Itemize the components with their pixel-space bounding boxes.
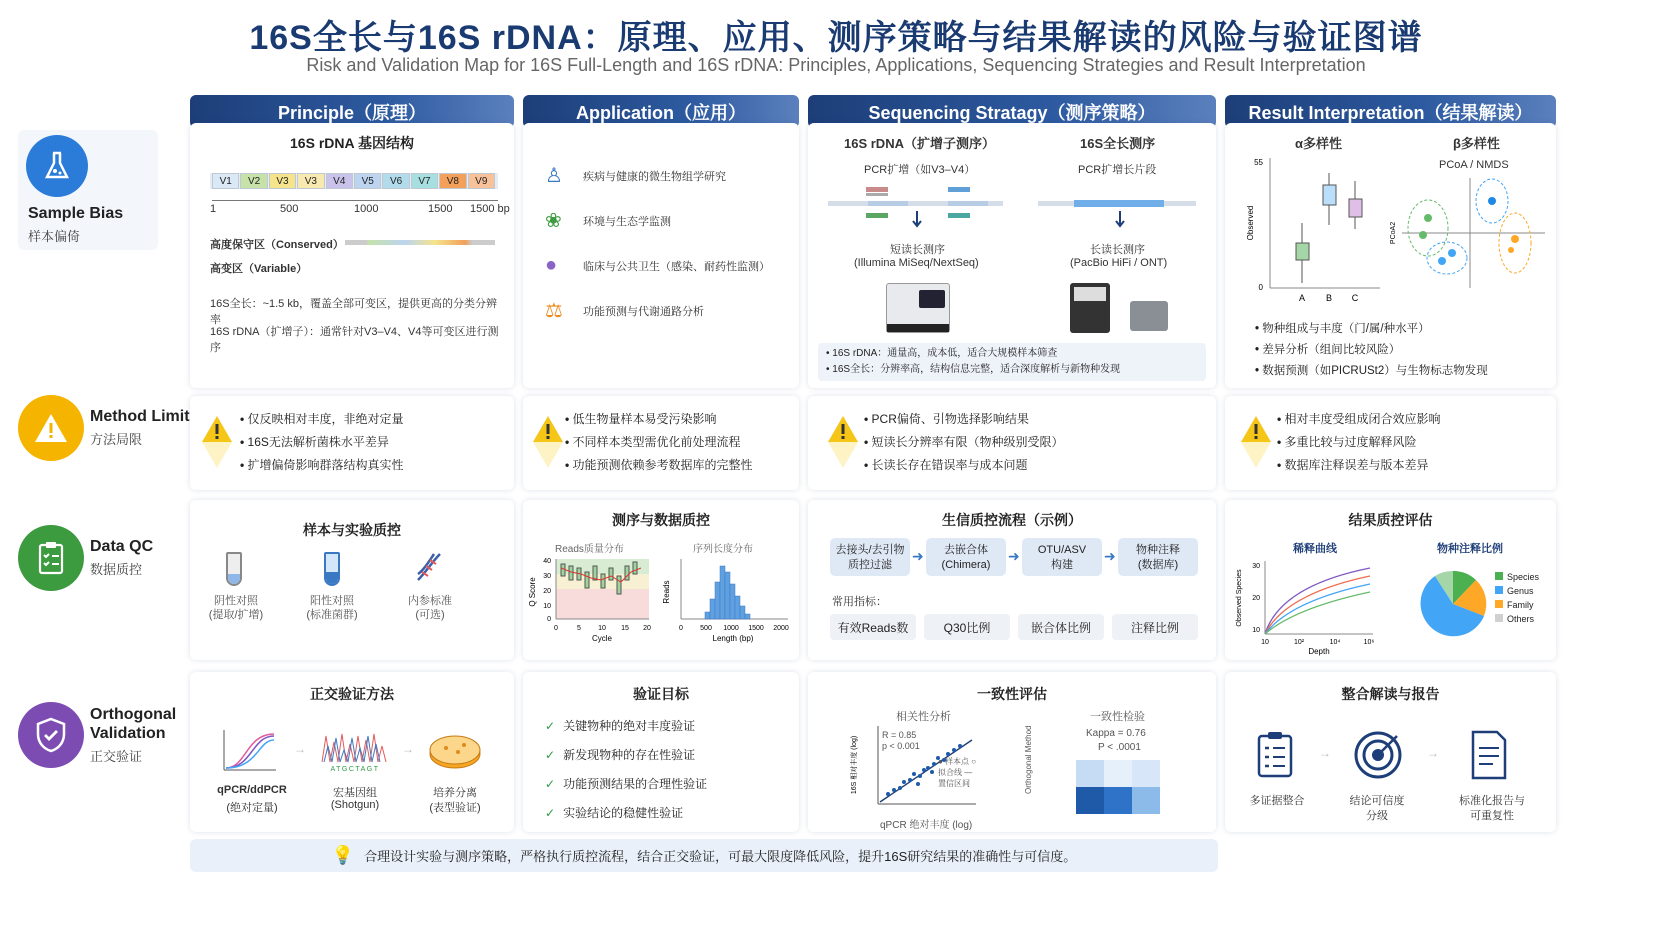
scale-tick: 1000 [354,203,379,215]
validation-method-cell [190,672,514,832]
alpha-ylabel: Observed [1246,205,1255,241]
pacbio-sequencer-icon [1070,283,1110,333]
check-icon: ✓ [545,719,556,733]
rarefaction-xlabel: Depth [1308,647,1330,656]
qc-bio-cell [808,500,1216,660]
goal-list [545,712,707,828]
flask-icon [26,135,88,197]
check-icon: ✓ [545,806,556,820]
correlation-ylabel: 16S 相对丰度 (log) [851,735,858,795]
full-length-pcr: PCR扩增长片段 [1078,164,1157,176]
correlation-r: R = 0.85 [882,730,917,740]
report-step: 标准化报告与 [1459,795,1525,807]
correlation-legend: ● 样本点 ○ 拟合线 — 置信区间 [938,757,977,788]
quality-ytick: 30 [543,573,551,580]
limit-list [240,408,404,477]
region-v2: V2 [240,173,267,189]
interpretation-bullets [1255,319,1488,382]
row-label-zh: 样本偏倚 [28,229,81,244]
limit-cell-application [523,396,799,490]
sequence-letters: ATGCTAGT [330,766,380,773]
tube-icon [226,552,242,586]
annotation-pie [1417,568,1489,640]
clipboard-icon [18,525,84,591]
footer-text: 合理设计实验与测序策略，严格执行质控流程，结合正交验证，可最大限度降低风险，提升16S研究结果的准确性与可信度。 [364,849,1077,864]
bullet-item: • 物种组成与丰度（门/属/种水平） [1255,319,1488,340]
validation-goal-cell [523,672,799,832]
step-label: OTU/ASV [1037,544,1087,556]
warning-icon [1239,414,1273,468]
quality-xtick: 5 [577,625,581,632]
arrow-right-icon: → [402,742,414,756]
beta-ylabel: PCoA2 [1390,221,1397,245]
step-label: 去接头/去引物 [835,544,905,556]
limit-item: • 16S无法解析菌株水平差异 [240,431,404,454]
region-v3: V3 [297,173,324,189]
step-label: 去嵌合体 [944,544,988,556]
checklist-icon [1255,730,1295,780]
length-chart-title: 序列长度分布 [693,544,753,555]
warning-icon [531,414,565,468]
agreement-ylabel: Orthogonal Method [1024,725,1033,794]
step-sublabel: (Chimera) [941,559,991,571]
metric-pill: 有效Reads数 [830,614,916,640]
limit-item: • 数据库注释误差与版本差异 [1277,454,1441,477]
row-label-zh: 正交验证 [90,749,143,764]
arrow-right-icon: ➜ [1104,548,1116,564]
quality-ytick: 20 [543,588,551,595]
consistency-cell [808,672,1216,832]
full-length-note: 16S全长：~1.5 kb，覆盖全部可变区，提供更高的分类分辨率 [210,298,497,326]
rarefaction-ytick: 10 [1252,627,1260,634]
step-sublabel: (数据库) [1137,559,1179,571]
limit-item: • 相对丰度受组成闭合效应影响 [1277,408,1441,431]
region-v1: V1 [212,173,239,189]
warning-icon [200,414,234,468]
long-read-label: 长读长测序 [1090,244,1145,256]
metric-pill: 嵌合体比例 [1018,614,1104,640]
amplicon-diagram [828,183,1008,233]
conserved-legend [345,240,495,245]
length-xtick: 2000 [773,625,789,632]
scale-tick: 1500 [428,203,453,215]
conserved-label: 高度保守区（Conserved） [210,239,344,251]
report-step-sub: 分级 [1366,810,1388,822]
ont-sequencer-icon [1130,301,1168,331]
pipeline-step [1022,538,1102,576]
region-v8: V8 [439,173,466,189]
report-document-icon [1469,730,1509,780]
arrow-right-icon: → [294,742,306,756]
row-label-en: Orthogonal Validation [90,706,177,742]
quality-ytick: 10 [543,603,551,610]
strategy-cell [808,123,1216,388]
report-cell [1225,672,1556,832]
sample-qc-title: 样本与实验质控 [303,522,401,538]
goal-item: ✓ 关键物种的绝对丰度验证 [545,719,696,733]
region-v7: V7 [411,173,438,189]
rarefaction-xtick: 10⁶ [1363,639,1375,646]
arrow-right-icon: ➜ [1008,548,1020,564]
length-xtick: 1000 [723,625,739,632]
row-label-en: Sample Bias [28,205,124,222]
quality-ylabel: Q Score [528,577,537,607]
limit-list [1277,408,1441,477]
limit-item: • 功能预测依赖参考数据库的完整性 [565,454,753,477]
dna-icon [412,550,446,584]
length-xtick: 0 [679,625,683,632]
application-item [545,243,795,288]
control-sublabel: (可选) [415,609,445,621]
qpcr-curve-icon [222,728,278,772]
result-qc-title: 结果质控评估 [1348,512,1433,528]
row-label-zh: 数据质控 [90,562,143,577]
legend-item: Family [1495,598,1539,612]
check-icon: ✓ [545,777,556,791]
application-cell [523,123,799,388]
method-sublabel: (表型验证) [429,802,481,814]
application-item-label: 功能预测与代谢通路分析 [583,305,704,318]
quality-ytick: 40 [543,558,551,565]
alpha-group-label: B [1325,293,1333,303]
region-v6: V6 [382,173,409,189]
bullet-item: • 数据预测（如PICRUSt2）与生物标志物发现 [1255,361,1488,382]
column-header-strategy: Sequencing Stratagy（测序策略） [808,95,1216,128]
validation-method-title: 正交验证方法 [310,686,394,702]
rarefaction-title: 稀释曲线 [1293,543,1337,555]
check-icon: ✓ [545,748,556,762]
capsule-icon: ● [545,254,558,276]
step-label: 物种注释 [1136,544,1180,556]
method-sublabel: (Shotgun) [330,799,380,811]
correlation-title: 相关性分析 [896,711,951,723]
goal-item: ✓ 新发现物种的存在性验证 [545,748,696,762]
leaf-icon: ❀ [545,210,562,232]
beta-subtitle: PCoA / NMDS [1439,159,1509,171]
report-step: 多证据整合 [1249,795,1305,807]
region-v9: V9 [468,173,495,189]
metrics-label: 常用指标： [832,596,887,608]
row-label-method-limit [18,395,194,461]
strategy-notes [818,343,1206,381]
principle-cell [190,123,514,388]
alpha-group-label: A [1298,293,1306,303]
long-read-platform: (PacBio HiFi / ONT) [1070,257,1168,269]
lightbulb-icon: 💡 [331,845,355,865]
control-label: 阳性对照 [310,595,354,607]
amplicon-title: 16S rDNA（扩增子测序） [844,136,995,151]
qc-result-cell [1225,500,1556,660]
length-xtick: 500 [700,625,712,632]
limit-item: • 扩增偏倚影响群落结构真实性 [240,454,404,477]
row-label-en: Data QC [90,538,154,555]
agreement-heatmap [1076,760,1160,814]
limit-item: • 长读长存在错误率与成本问题 [864,454,1064,477]
quality-xtick: 15 [621,625,629,632]
rarefaction-chart [1235,556,1380,656]
amplicon-note: 16S rDNA（扩增子）：通常针对V3–V4、V4等可变区进行测序 [210,326,499,354]
method-label: 宏基因组 [333,787,377,799]
metric-pill: Q30比例 [924,614,1010,640]
application-item-label: 临床与公共卫生（感染、耐药性监测） [583,260,770,273]
arrow-right-icon: → [1319,746,1331,760]
alpha-group-label: C [1351,293,1359,303]
qc-sample-cell [190,500,514,660]
limit-cell-strategy [808,396,1216,490]
interpretation-cell [1225,123,1556,388]
tube-icon [324,552,340,586]
footer-banner [190,839,1218,872]
limit-list [565,408,753,477]
petri-dish-icon [428,732,482,772]
alpha-boxplot [1245,153,1385,308]
step-sublabel: 质控过滤 [848,559,892,571]
quality-chart [528,554,656,646]
rarefaction-xtick: 10² [1293,639,1305,646]
goal-item: ✓ 功能预测结果的合理性验证 [545,777,708,791]
limit-item: • 仅反映相对丰度，非绝对定量 [240,408,404,431]
scale-tick: 1500 bp [470,203,510,215]
strategy-note: • 16S全长：分辨率高，结构信息完整，适合深度解析与新物种发现 [826,364,1121,375]
variable-label: 高变区（Variable） [210,263,308,275]
alpha-title: α多样性 [1295,136,1342,151]
correlation-p: p < 0.001 [882,741,920,751]
column-header-application: Application（应用） [523,95,799,128]
application-item-label: 疾病与健康的微生物组学研究 [583,170,726,183]
row-label-en: Method Limit [90,408,190,425]
seq-qc-title: 测序与数据质控 [612,512,710,528]
scale-tick: 1 [210,203,217,215]
page-title: 16S全长与16S rDNA：原理、应用、测序策略与结果解读的风险与验证图谱 [249,19,1423,57]
bullet-item: • 差异分析（组间比较风险） [1255,340,1488,361]
rarefaction-xtick: 10 [1261,639,1269,646]
report-step-sub: 可重复性 [1470,810,1514,822]
rarefaction-ytick: 30 [1252,563,1260,570]
flask-icon: ⚖ [545,300,563,322]
arrow-right-icon: ➜ [912,548,924,564]
rarefaction-xtick: 10⁴ [1329,639,1341,646]
rarefaction-ylabel: Observed Species [1236,569,1243,627]
quality-xlabel: Cycle [591,634,613,643]
row-label-sample-bias [18,130,158,250]
warning-icon [18,395,84,461]
limit-list [864,408,1064,477]
control-sublabel: (提取/扩增) [208,609,264,621]
column-header-principle: Principle（原理） [190,95,514,128]
application-item [545,288,795,333]
application-item [545,153,795,198]
amplicon-pcr: PCR扩增（如V3–V4） [864,164,976,176]
report-title: 整合解读与报告 [1341,686,1440,702]
goal-title: 验证目标 [633,686,689,702]
region-v4: V4 [326,173,353,189]
legend-item: Genus [1495,584,1539,598]
limit-item: • 低生物量样本易受污染影响 [565,408,753,431]
consistency-title: 一致性评估 [977,686,1047,702]
qc-seq-cell [523,500,799,660]
row-label-data-qc [18,525,194,591]
limit-cell-interpretation [1225,396,1556,490]
agreement-title: 一致性检验 [1090,711,1145,723]
length-histogram [663,554,793,646]
report-step: 结论可信度 [1349,795,1405,807]
row-label-zh: 方法局限 [90,432,143,447]
pie-legend [1495,570,1539,626]
limit-item: • 不同样本类型需优化前处理流程 [565,431,753,454]
control-label: 阴性对照 [214,595,258,607]
control-label: 内参标准 [408,595,452,607]
quality-xtick: 20 [643,625,651,632]
method-sublabel: (绝对定量) [226,802,278,814]
shield-check-icon [18,702,84,768]
alpha-ytick: 55 [1254,158,1263,167]
pipeline-step [926,538,1006,576]
bio-qc-title: 生信质控流程（示例） [942,512,1082,528]
limit-item: • 短读长分辨率有限（物种级别受限） [864,431,1064,454]
length-xtick: 1500 [748,625,764,632]
short-read-platform: (Illumina MiSeq/NextSeq) [854,257,979,269]
pipeline-step [1118,538,1198,576]
quality-xtick: 0 [554,625,558,632]
alpha-yzero: 0 [1258,283,1263,292]
pipeline-step [830,538,910,576]
page-subtitle: Risk and Validation Map for 16S Full-Length and 16S rDNA: Principles, Applications, Sequencing Strategies and Result Interpretation [306,55,1366,75]
gene-structure-title: 16S rDNA 基因结构 [290,135,414,151]
metric-pill: 注释比例 [1112,614,1198,640]
limit-item: • PCR偏倚、引物选择影响结果 [864,408,1064,431]
arrow-right-icon: → [1427,746,1439,760]
method-label: 培养分离 [433,787,477,799]
warning-icon [826,414,860,468]
pie-title: 物种注释比例 [1437,543,1503,555]
scale-axis [212,200,498,201]
quality-ytick: 0 [547,616,551,623]
region-v3: V3 [269,173,296,189]
beta-title: β多样性 [1453,136,1500,151]
limit-item: • 多重比较与过度解释风险 [1277,431,1441,454]
kappa-stat: Kappa = 0.76 [1086,728,1146,739]
application-item-label: 环境与生态学监测 [583,215,671,228]
scale-tick: 500 [280,203,299,215]
legend-item: Others [1495,612,1539,626]
application-list [545,153,795,333]
illumina-sequencer-icon [886,283,950,333]
length-ylabel: Reads [662,580,671,604]
beta-ordination [1390,173,1550,298]
control-sublabel: (标准菌群) [306,609,358,621]
limit-cell-principle [190,396,514,490]
application-item [545,198,795,243]
strategy-note: • 16S rDNA：通量高，成本低，适合大规模样本筛查 [826,348,1058,359]
target-icon [1353,730,1403,780]
method-label: qPCR/ddPCR [217,784,287,796]
row-label-orthogonal-validation [18,695,188,775]
length-xlabel: Length (bp) [712,634,754,643]
full-length-title: 16S全长测序 [1080,136,1156,151]
column-header-interpretation: Result Interpretation（结果解读） [1225,95,1556,128]
region-v5: V5 [354,173,381,189]
quality-xtick: 10 [598,625,606,632]
rarefaction-ytick: 20 [1252,595,1260,602]
full-length-diagram [1038,183,1198,233]
short-read-label: 短读长测序 [890,244,945,256]
kappa-p: P < .0001 [1098,742,1141,753]
step-sublabel: 构建 [1051,559,1073,571]
people-icon: ♙ [545,165,563,187]
correlation-xlabel: qPCR 绝对丰度 (log) [880,820,973,831]
goal-item: ✓ 实验结论的稳健性验证 [545,806,684,820]
legend-item: Species [1495,570,1539,584]
sequencing-trace-icon [320,728,390,772]
reads-chart-title: Reads质量分布 [555,544,624,555]
